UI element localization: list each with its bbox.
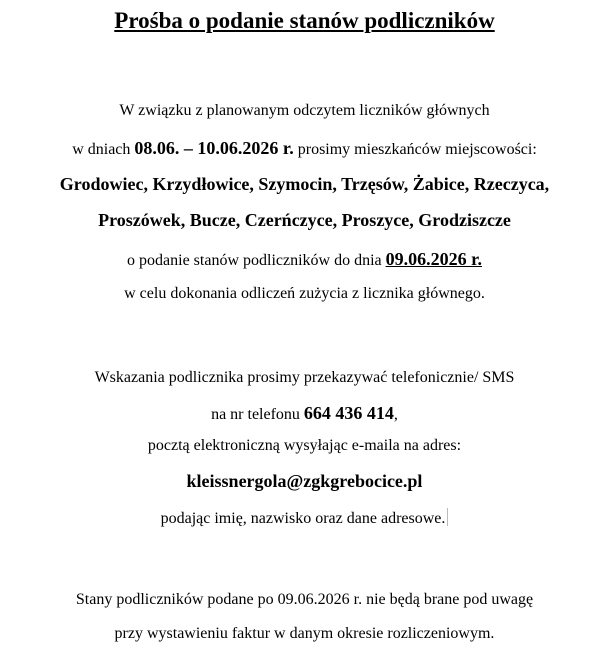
places-line-1: Grodowiec, Krzydłowice, Szymocin, Trzęsów, Żabice, Rzeczyca,	[59, 174, 550, 194]
purpose-line: w celu dokonania odliczeń zużycia z licznika głównego.	[124, 285, 485, 302]
places-line-2: Proszówek, Bucze, Czerńczyce, Proszyce, Grodziszcze	[98, 210, 511, 230]
phone-prefix: na nr telefonu	[211, 406, 304, 423]
dates-prefix: w dniach	[72, 141, 135, 158]
invoice-line: przy wystawieniu faktur w danym okresie rozliczeniowym.	[114, 625, 495, 642]
submit-intro-line: Wskazania podlicznika prosimy przekazywać telefonicznie/ SMS	[94, 369, 515, 386]
phone-number: 664 436 414	[303, 403, 394, 423]
email-intro-line: pocztą elektroniczną wysyłając e-maila na adres:	[147, 437, 462, 454]
reading-dates: 08.06. – 10.06.2026 r.	[134, 138, 294, 158]
late-readings-line: Stany podliczników podane po 09.06.2026 r. nie będą brane pod uwagę	[75, 591, 534, 608]
personal-data-text: podając imię, nazwisko oraz dane adresowe.	[160, 510, 446, 527]
email-address: kleissnergola@zgkgrebocice.pl	[186, 471, 423, 491]
notice-title: Prośba o podanie stanów podliczników	[114, 8, 495, 33]
phone-suffix: ,	[393, 406, 398, 423]
dates-line	[0, 138, 609, 159]
phone-line	[0, 403, 609, 424]
personal-data-line	[0, 508, 609, 528]
deadline-date: 09.06.2026 r.	[385, 249, 482, 269]
dates-suffix: prosimy mieszkańców miejscowości:	[293, 141, 537, 158]
text-cursor	[447, 508, 448, 526]
intro-line: W związku z planowanym odczytem liczników głównych	[119, 102, 490, 119]
deadline-prefix: o podanie stanów podliczników do dnia	[127, 252, 386, 269]
deadline-line	[0, 249, 609, 270]
